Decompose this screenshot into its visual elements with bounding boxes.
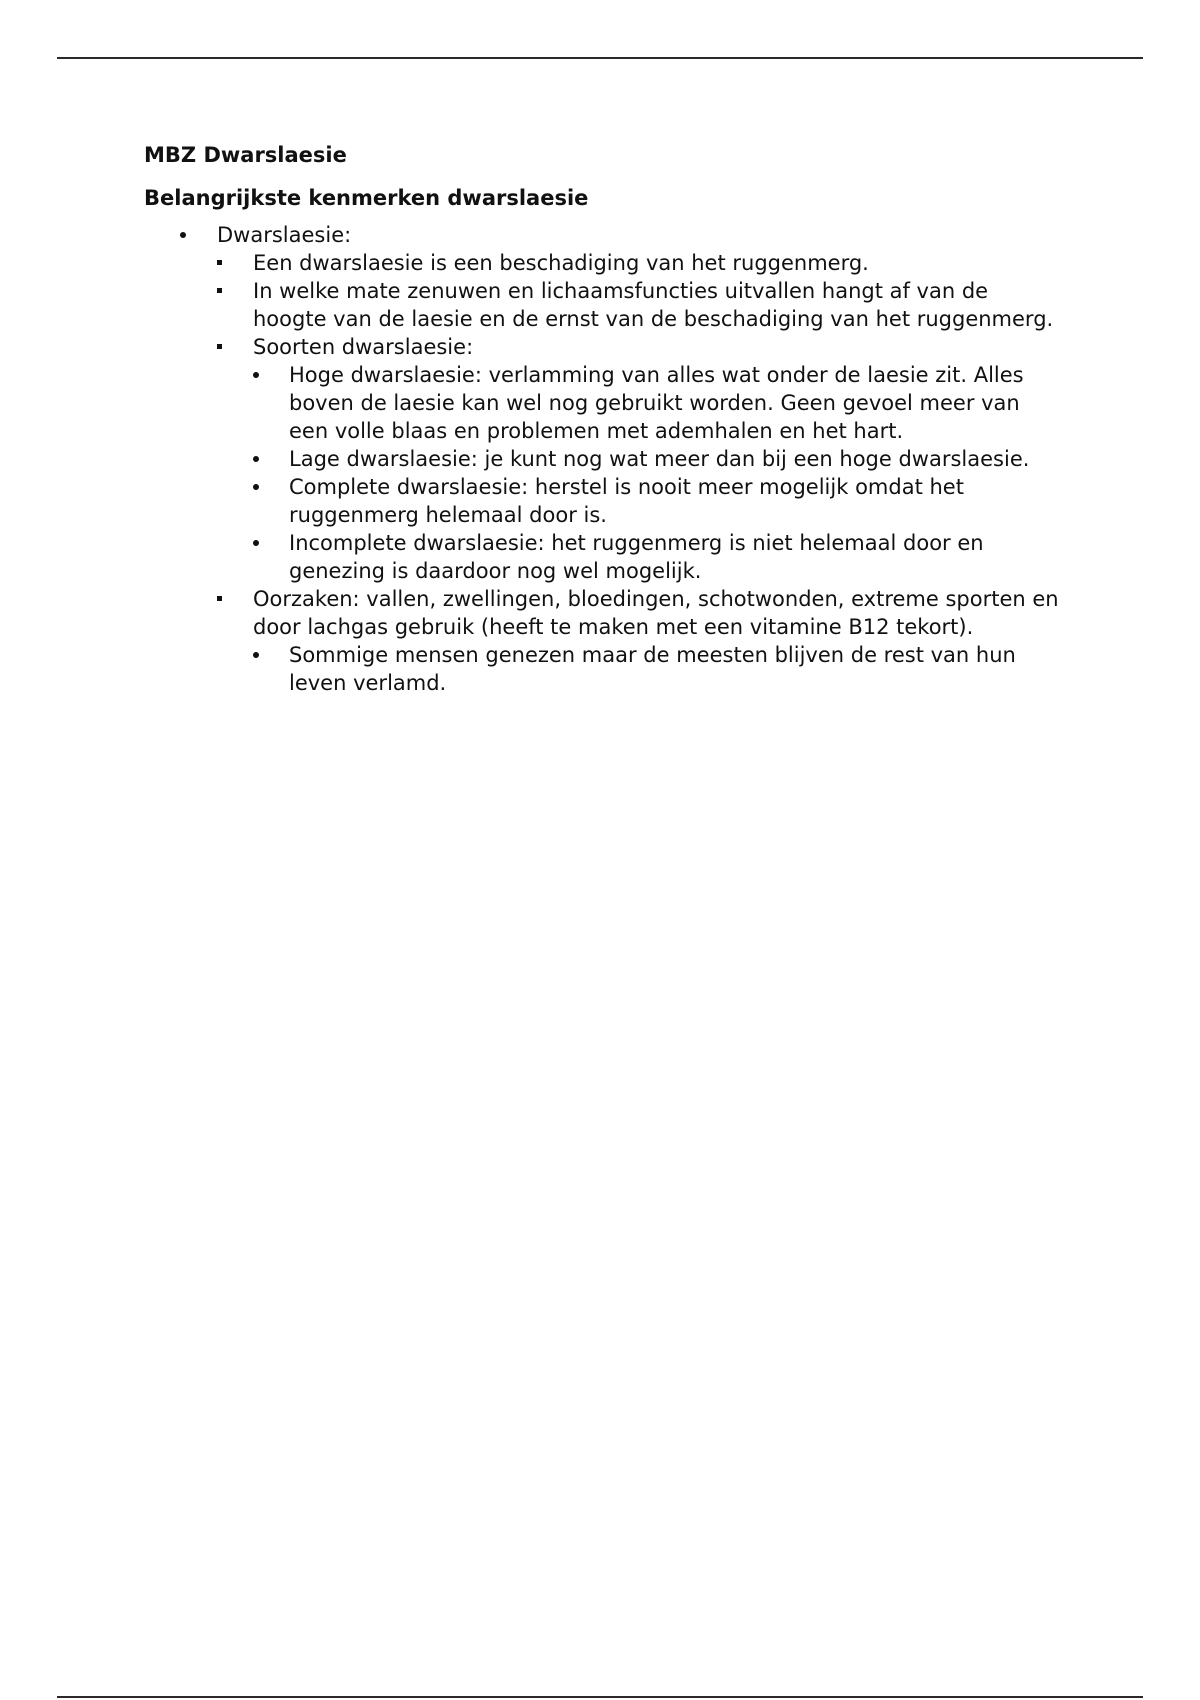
list-item: Incomplete dwarslaesie: het ruggenmerg is niet helemaal door en genezing is daardoor nog wel mogelijk. [253,529,1064,585]
document-title: MBZ Dwarslaesie [144,143,347,167]
square-bullet-icon [217,344,222,349]
list-item-soorten: Soorten dwarslaesie: Hoge dwarslaesie: verlamming van alles wat onder de laesie zit. Alles boven de laesie kan wel nog gebruikt worden. Geen gevoel meer van een volle blaas en problemen met ademhalen en het hart. Lage dwarslaesie: je kunt nog wat meer dan bij een hoge dwarslaesie. Complete dwarslaesie: herstel is nooit meer mogelijk omdat het ruggenmerg helemaal door is. Incomplete dwarslaesie: het ruggenmerg is niet helemaal door en genezing is daardoor nog wel mogelijk. [217,333,1064,585]
square-bullet-icon [217,288,222,293]
header-rule [57,57,1143,59]
bullet-icon [253,484,259,490]
list-item-label: Dwarslaesie: [217,223,352,247]
list-item-dwarslaesie [144,221,1064,697]
square-bullet-icon [217,260,222,265]
bullet-icon [253,652,259,658]
bullet-icon [253,456,259,462]
list-item: Lage dwarslaesie: je kunt nog wat meer dan bij een hoge dwarslaesie. [253,445,1064,473]
bullet-icon [253,540,259,546]
list-item: Complete dwarslaesie: herstel is nooit meer mogelijk omdat het ruggenmerg helemaal door is. [253,473,1064,529]
square-bullet-icon [217,596,222,601]
footer-rule [57,1696,1143,1698]
list-item: In welke mate zenuwen en lichaamsfuncties uitvallen hangt af van de hoogte van de laesie en de ernst van de beschadiging van het ruggenmerg. [217,277,1064,333]
bullet-icon [253,372,259,378]
main-list [144,221,1064,697]
sub-list [217,249,1064,697]
list-item: Hoge dwarslaesie: verlamming van alles wat onder de laesie zit. Alles boven de laesie kan wel nog gebruikt worden. Geen gevoel meer van een volle blaas en problemen met ademhalen en het hart. [253,361,1064,445]
list-item: Sommige mensen genezen maar de meesten blijven de rest van hun leven verlamd. [253,641,1064,697]
types-list [253,361,1064,585]
list-item-oorzaken: Oorzaken: vallen, zwellingen, bloedingen, schotwonden, extreme sporten en door lachgas gebruik (heeft te maken met een vitamine B12 tekort). Sommige mensen genezen maar de meesten blijven de rest van hun leven verlamd. [217,585,1064,697]
list-item: Een dwarslaesie is een beschadiging van het ruggenmerg. [217,249,1064,277]
document-body [144,140,1064,697]
bullet-icon [180,232,186,238]
causes-sub-list [253,641,1064,697]
section-heading: Belangrijkste kenmerken dwarslaesie [144,186,589,210]
